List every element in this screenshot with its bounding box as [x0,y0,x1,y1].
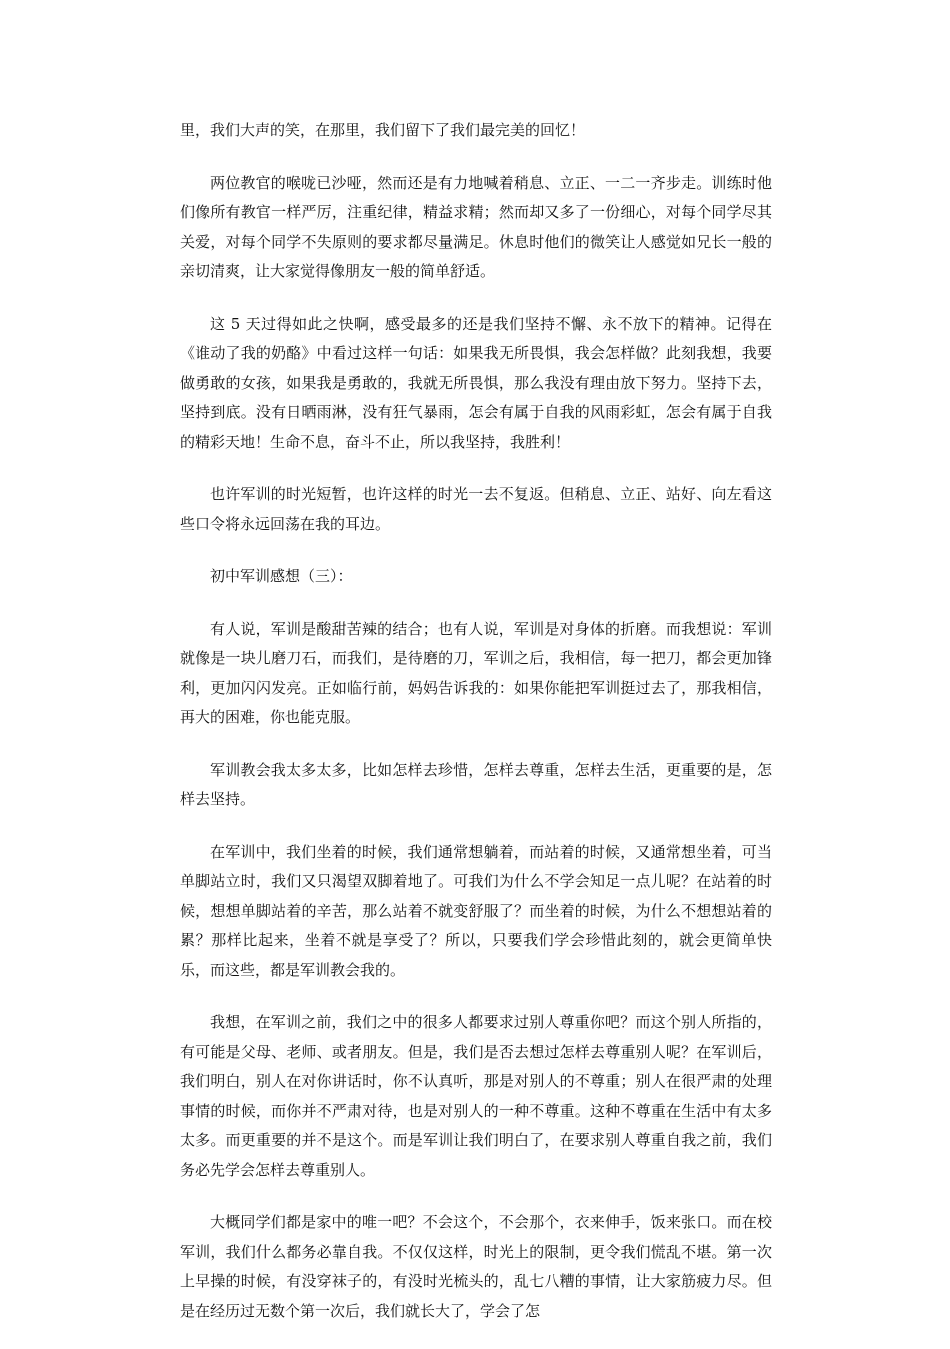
paragraph-memories: 也许军训的时光短暂，也许这样的时光一去不复返。但稍息、立正、站好、向左看这些口令将永远回荡在我的耳边。 [180,485,772,533]
document-body [180,116,772,1349]
paragraph-respect: 我想，在军训之前，我们之中的很多人都要求过别人尊重你吧？而这个别人所指的，有可能是父母、老师、或者朋友。但是，我们是否去想过怎样去尊重别人呢？在军训后，我们明白，别人在对你讲话时，你不认真听，那是对别人的不尊重；别人在很严肃的处理事情的时候，而你并不严肃对待，也是对别人的一种不尊重。这种不尊重在生活中有太多太多。而更重要的并不是这个。而是军训让我们明白了，在要求别人尊重自我之前，我们务必先学会怎样去尊重别人。 [180,1013,772,1179]
paragraph-lessons: 军训教会我太多太多，比如怎样去珍惜，怎样去尊重，怎样去生活，更重要的是，怎样去坚持。 [180,760,772,808]
paragraph-whetstone: 有人说，军训是酸甜苦辣的结合；也有人说，军训是对身体的折磨。而我想说：军训就像是一块儿磨刀石，而我们，是待磨的刀，军训之后，我相信，每一把刀，都会更加锋利，更加闪闪发亮。正如临行前，妈妈告诉我的：如果你能把军训挺过去了，那我相信，再大的困难，你也能克服。 [180,619,772,726]
paragraph-independence: 大概同学们都是家中的唯一吧？不会这个，不会那个，衣来伸手，饭来张口。而在校军训，我们什么都务必靠自我。不仅仅这样，时光上的限制，更令我们慌乱不堪。第一次上早操的时候，有没穿袜子的，有没时光梳头的，乱七八糟的事情，让大家筋疲力尽。但是在经历过无数个第一次后，我们就长大了，学会了怎 [180,1213,772,1320]
section-heading: 初中军训感想（三）： [210,567,353,585]
paragraph-cherish: 在军训中，我们坐着的时候，我们通常想躺着，而站着的时候，又通常想坐着，可当单脚站立时，我们又只渴望双脚着地了。可我们为什么不学会知足一点儿呢？在站着的时候，想想单脚站着的辛苦，那么站着不就变舒服了？而坐着的时候，为什么不想想站着的累？那样比起来，坐着不就是享受了？所以，只要我们学会珍惜此刻的，就会更简单快乐，而这些，都是军训教会我的。 [180,842,772,979]
paragraph-continuation: 里，我们大声的笑，在那里，我们留下了我们最完美的回忆！ [180,121,586,139]
paragraph-perseverance: 这 5 天过得如此之快啊，感受最多的还是我们坚持不懈、永不放下的精神。记得在《谁动了我的奶酪》中看过这样一句话：如果我无所畏惧，我会怎样做？此刻我想，我要做勇敢的女孩，如果我是勇敢的，我就无所畏惧，那么我没有理由放下努力。坚持下去，坚持到底。没有日晒雨淋，没有狂气暴雨，怎会有属于自我的风雨彩虹，怎会有属于自我的精彩天地！生命不息，奋斗不止，所以我坚持，我胜利！ [180,314,772,451]
paragraph-instructors: 两位教官的喉咙已沙哑，然而还是有力地喊着稍息、立正、一二一齐步走。训练时他们像所有教官一样严厉，注重纪律，精益求精；然而却又多了一份细心，对每个同学尽其关爱，对每个同学不失原则的要求都尽量满足。休息时他们的微笑让人感觉如兄长一般的亲切清爽，让大家觉得像朋友一般的简单舒适。 [180,173,772,280]
